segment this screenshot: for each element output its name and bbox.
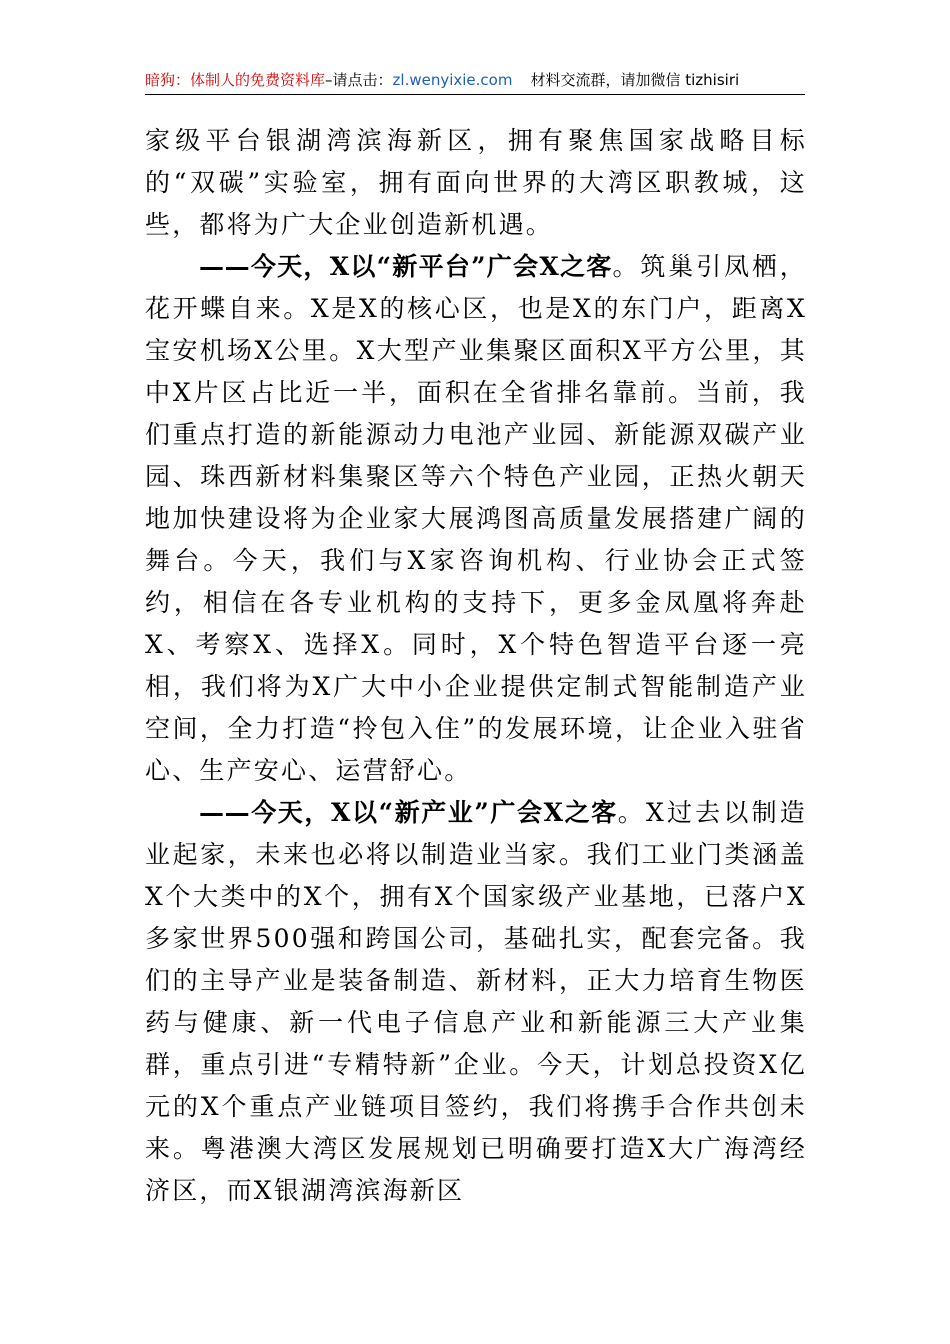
header-promo-link[interactable]: zl.wenyixie.com [392,71,513,89]
paragraph-1: 家级平台银湖湾滨海新区，拥有聚焦国家战略目标的“双碳”实验室，拥有面向世界的大湾区职教城，这些，都将为广大企业创造新机遇。 [145,126,807,239]
paragraph-3-heading: ——今天，X以“新产业”广会X之客 [199,798,618,827]
paragraph-2 [145,246,807,792]
paragraph-2-text: 。筑巢引凤栖，花开蝶自来。X是X的核心区，也是X的东门户，距离X宝安机场X公里。X大型产业集聚区面积X平方公里，其中X片区占比近一半，面积在全省排名靠前。当前，我们重点打造的新能源动力电池产业园、新能源双碳产业园、珠西新材料集聚区等六个特色产业园，正热火朝天地加快建设将为企业家大展鸿图高质量发展搭建广阔的舞台。今天，我们与X家咨询机构、行业协会正式签约，相信在各专业机构的支持下，更多金凤凰将奔赴X、考察X、选择X。同时，X个特色智造平台逐一亮相，我们将为X广大中小企业提供定制式智能制造产业空间，全力打造“拎包入住”的发展环境，让企业入驻省心、生产安心、运营舒心。 [145,252,807,785]
paragraph-3-text: 。X过去以制造业起家，未来也必将以制造业当家。我们工业门类涵盖X个大类中的X个，拥有X个国家级产业基地，已落户X多家世界500强和跨国公司，基础扎实，配套完备。我们的主导产业是装备制造、新材料，正大力培育生物医药与健康、新一代电子信息产业和新能源三大产业集群，重点引进“专精特新”企业。今天，计划总投资X亿元的X个重点产业链项目签约，我们将携手合作共创未来。粤港澳大湾区发展规划已明确要打造X大广海湾经济区，而X银湖湾滨海新区 [145,798,807,1205]
paragraph-2-heading: ——今天，X以“新平台”广会X之客 [199,252,613,281]
header-promo-title: 暗狗：体制人的免费资料库 [145,71,326,89]
header-promo-prompt: –请点击： [325,71,393,89]
page-header [145,66,805,95]
paragraph-3 [145,792,807,1212]
header-group-info: 材料交流群，请加微信 tizhisiri [530,71,740,89]
document-body [145,120,807,1212]
